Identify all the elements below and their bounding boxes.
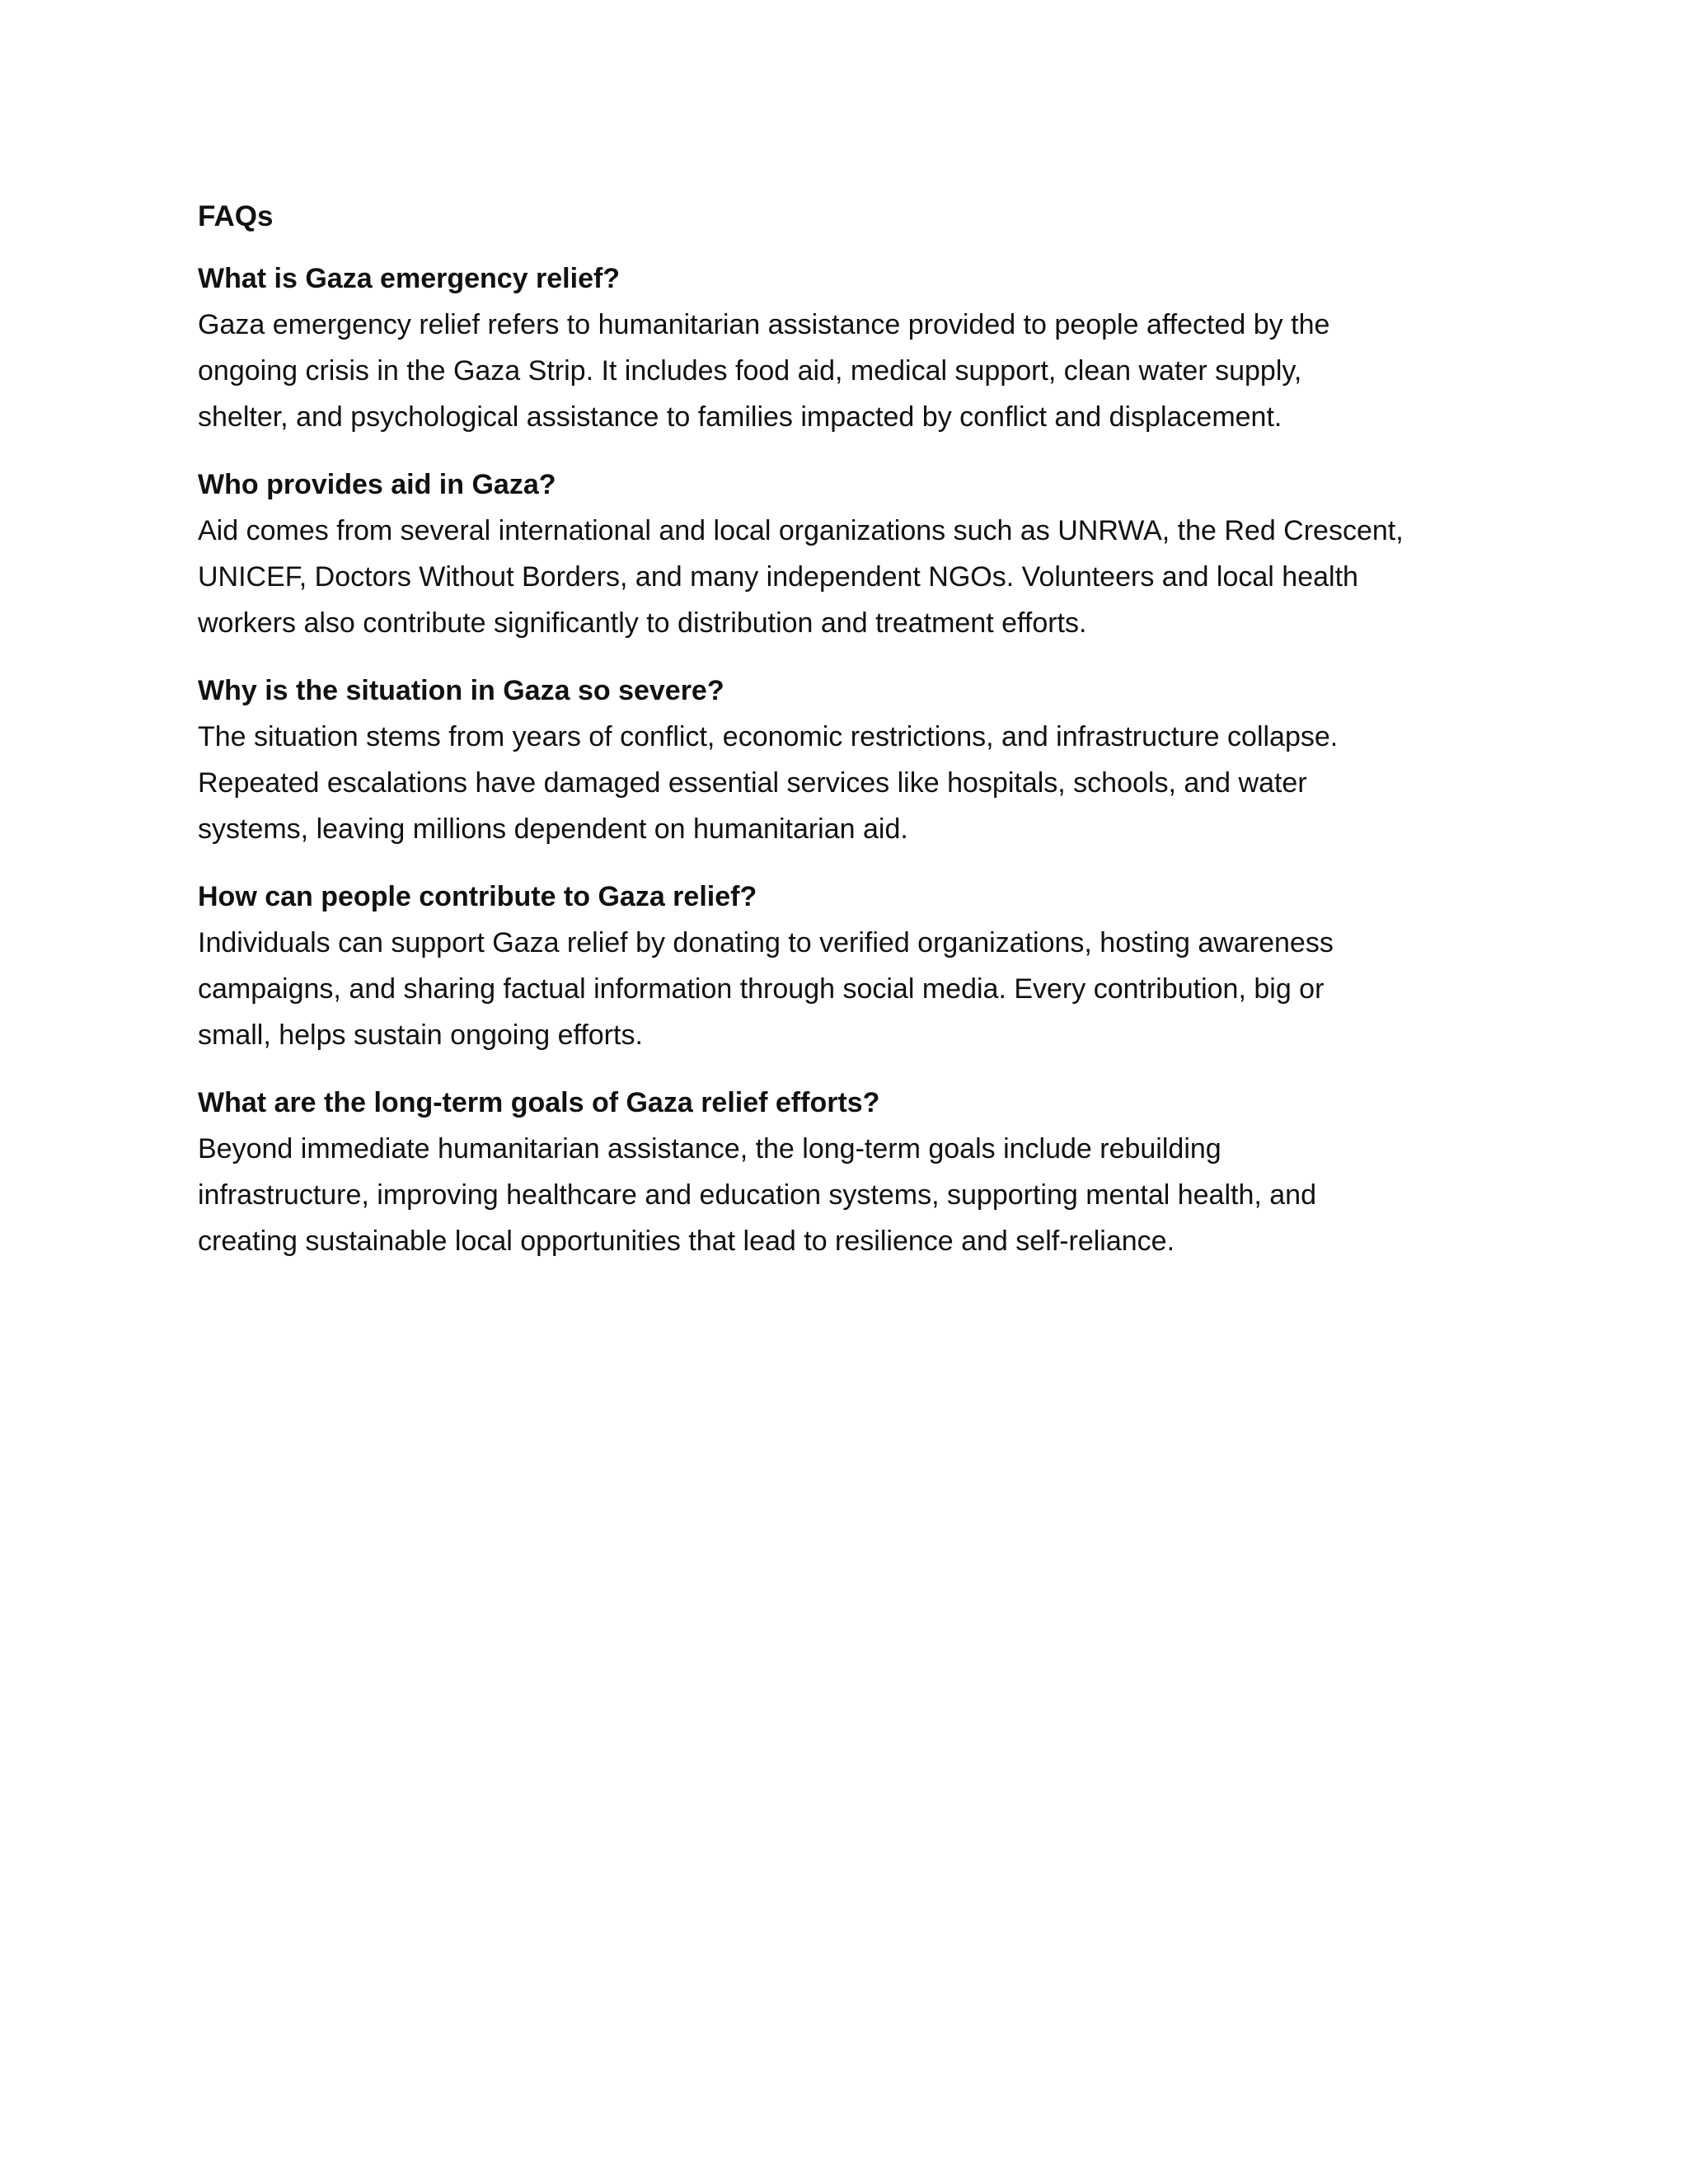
faq-item-gaza-emergency-relief [198,255,1517,440]
faq-item-contribution [198,874,1517,1058]
faq-question: Why is the situation in Gaza so severe? [198,674,724,706]
faq-question: What is Gaza emergency relief? [198,262,621,294]
faq-answer: Aid comes from several international and local organizations such as UNRWA, the Red Crescent, UNICEF, Doctors Without Borders, and many independent NGOs. Volunteers and local health workers also contribute significantly to distribution and treatment efforts. [198,514,1404,639]
faq-list [198,255,1517,1264]
faq-question: Who provides aid in Gaza? [198,468,556,500]
faq-answer: Gaza emergency relief refers to humanitarian assistance provided to people affected by the ongoing crisis in the Gaza Strip. It includes food aid, medical support, clean water supply, shelter, and psychological assistance to families impacted by conflict and displacement. [198,308,1330,433]
document-content [198,198,1517,1286]
faq-question: What are the long-term goals of Gaza relief efforts? [198,1086,880,1118]
faq-answer: Beyond immediate humanitarian assistance, the long-term goals include rebuilding infrastructure, improving healthcare and education systems, supporting mental health, and creating sustainable local opportunities that lead to resilience and self-reliance. [198,1132,1316,1257]
faq-title: FAQs [198,200,274,232]
faq-answer: Individuals can support Gaza relief by donating to verified organizations, hosting awareness campaigns, and sharing factual information through social media. Every contribution, big or small, helps sustain ongoing efforts. [198,926,1334,1051]
faq-item-situation-severity [198,668,1517,852]
faq-answer: The situation stems from years of conflict, economic restrictions, and infrastructure collapse. Repeated escalations have damaged essential services like hospitals, schools, and water systems, leaving millions dependent on humanitarian aid. [198,720,1339,845]
faq-item-long-term-goals [198,1080,1517,1264]
faq-question: How can people contribute to Gaza relief? [198,880,757,912]
faq-item-aid-providers [198,462,1517,646]
